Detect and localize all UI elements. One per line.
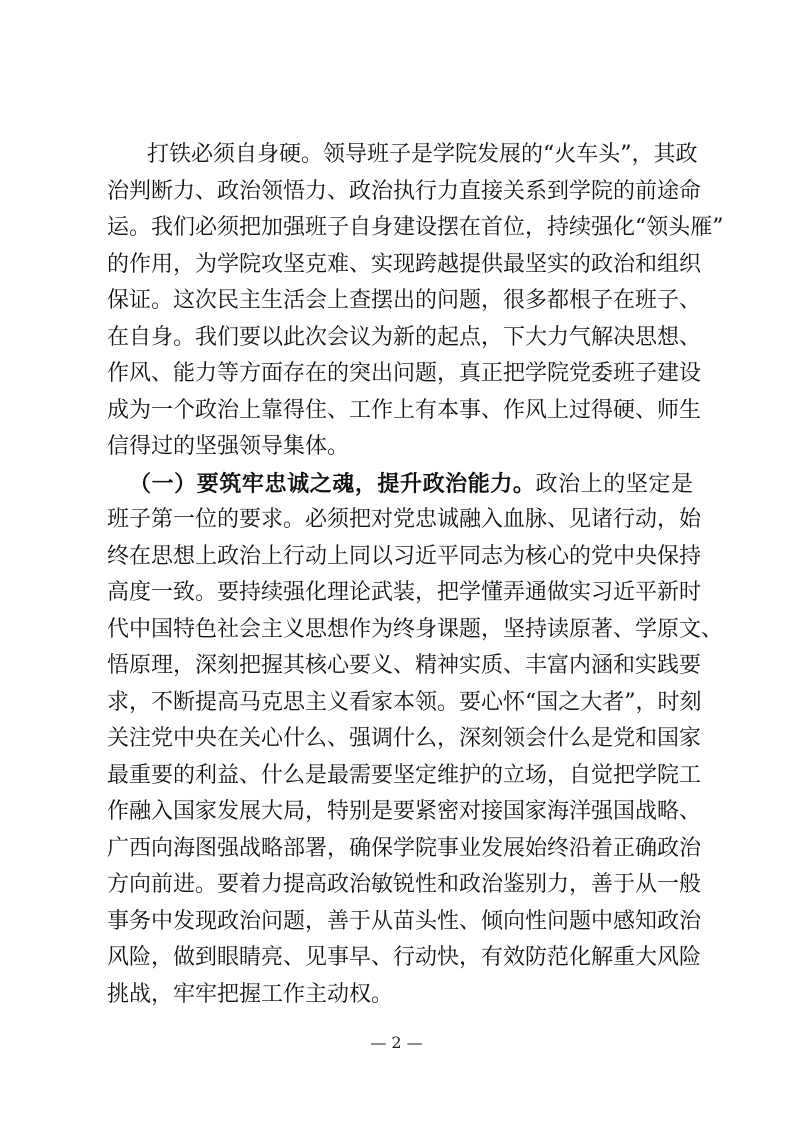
- text-line: 风险，做到眼睛亮、见事早、行动快，有效防范化解重大风险: [107, 945, 702, 970]
- page-number: — 2 —: [370, 1033, 423, 1052]
- paragraph-2: [107, 466, 724, 1014]
- text-line: 作融入国家发展大局，特别是要紧密对接国家海洋强国战略、: [107, 799, 702, 824]
- text-line: 挑战，牢牢把握工作主动权。: [107, 981, 394, 1007]
- text-line: 方向前进。要着力提高政治敏锐性和政治鉴别力，善于从一般: [107, 872, 702, 897]
- section-heading: （一）要筑牢忠诚之魂，提升政治能力。: [129, 470, 536, 497]
- text-line: 治判断力、政治领悟力、政治执行力直接关系到学院的前途命: [107, 178, 702, 204]
- text-line: 的作用，为学院攻坚克难、实现跨越提供最坚实的政治和组织: [107, 251, 702, 277]
- text-line: 成为一个政治上靠得住、工作上有本事、作风上过得硬、师生: [107, 397, 702, 423]
- text-line: 保证。这次民主生活会上查摆出的问题，很多都根子在班子、: [107, 288, 702, 313]
- text-line: 终在思想上政治上行动上同以习近平同志为核心的党中央保持: [107, 543, 702, 569]
- text-line: 高度一致。要持续强化理论武装，把学懂弄通做实习近平新时: [107, 580, 702, 605]
- paragraph-1: [107, 137, 724, 466]
- text-line: 信得过的坚强领导集体。: [107, 434, 350, 459]
- heading-continuation: 政治上的坚定是: [535, 471, 693, 497]
- text-line: 悟原理，深刻把握其核心要义、精神实质、丰富内涵和实践要: [107, 653, 702, 678]
- text-line: 求，不断提高马克思主义看家本领。要心怀“国之大者”，时刻: [107, 689, 702, 715]
- text-line: 运。我们必须把加强班子自身建设摆在首位，持续强化“领头雁”: [107, 215, 724, 240]
- text-line: 在自身。我们要以此次会议为新的起点，下大力气解决思想、: [107, 324, 702, 350]
- text-line: 广西向海图强战略部署，确保学院事业发展始终沿着正确政治: [107, 835, 702, 861]
- document-body: [107, 137, 724, 1013]
- text-line: 班子第一位的要求。必须把对党忠诚融入血脉、见诸行动，始: [107, 507, 702, 532]
- paragraph-2-first-line: [107, 466, 693, 503]
- text-line: 作风、能力等方面存在的突出问题，真正把学院党委班子建设: [107, 361, 702, 386]
- text-line: 代中国特色社会主义思想作为终身课题，坚持读原著、学原文、: [107, 616, 724, 642]
- text-line: 事务中发现政治问题，善于从苗头性、倾向性问题中感知政治: [107, 908, 702, 934]
- text-line: 关注党中央在关心什么、强调什么，深刻领会什么是党和国家: [107, 726, 702, 751]
- text-line: 打铁必须自身硬。领导班子是学院发展的“火车头”，其政: [147, 142, 698, 167]
- text-line: 最重要的利益、什么是最需要坚定维护的立场，自觉把学院工: [107, 762, 702, 788]
